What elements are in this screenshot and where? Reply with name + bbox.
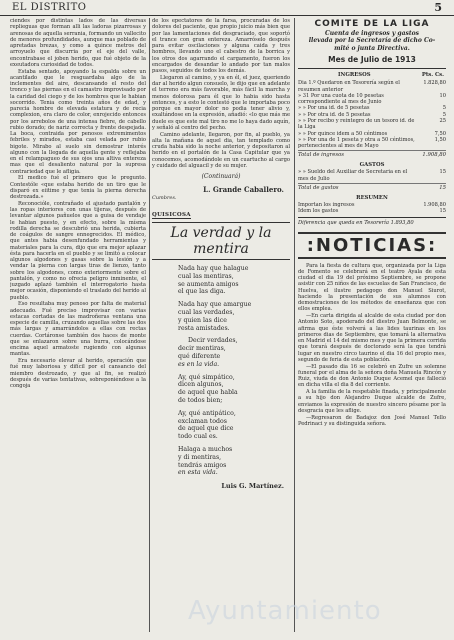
income-row-amount: 7,50 xyxy=(434,130,446,137)
poem-line: Halaga a muchos xyxy=(178,445,233,453)
income-row-amount: 10 xyxy=(439,92,446,99)
news-heading: :NOTICIAS: xyxy=(298,232,446,259)
poem-title: La verdad y la mentira xyxy=(152,222,290,260)
income-list xyxy=(298,80,446,149)
poem-line: de todos bien; xyxy=(178,396,223,404)
income-row-amount: 5 xyxy=(442,105,446,112)
poem-line: es en la vida. xyxy=(178,360,220,368)
summary-row-amount: 1.908,80 xyxy=(423,202,446,209)
poem-author: Luis G. Martínez. xyxy=(221,482,284,491)
story-paragraph: Eso resultaba muy penoso por falta de material adecuado. Fué preciso improvisar con varias estacas cortadas de las madroñeras ventana una especie de camilla, cruzando aquellas sobre las dos más largas y amarrándolos a ellas con rectas cuerdas. Cortáronse también dos haces de monte que se enlazaron sobre una burra, colocándose encima aquel armatoste rugiendo con algunas mantas. xyxy=(10,301,146,358)
news-paragraph: —El pasado dia 16 se celebró en Zufre un solemne funeral por el alma de la señora doña Manuela Rincón y Ruiz, viuda de don Antonio Duque Acemel que falleció en dicha villa el dia 8 del corriente. xyxy=(298,363,446,389)
income-row-amount: 1.828,80 xyxy=(423,80,446,87)
income-row-amount: 1,50 xyxy=(434,136,446,143)
story-place: Cumbres. xyxy=(152,195,177,201)
income-total-value: 1.908,80 xyxy=(422,152,446,159)
accounts-subtitle-line: Cuenta de ingresos y gastos xyxy=(324,30,420,37)
poem-line: dicen algunos, xyxy=(178,381,224,389)
poem-line: tendrás amigos xyxy=(178,461,227,469)
story-paragraph: de los epectatores de la farsa, procuradas de los dolores del paciente, que propio juicio más bien que por las lamentaciones del desgraciado, que soportó el trance con gran entereza. Amarróselo después para evitar oscilaciones y alguna caida y tres hombres, llevando uno el cabestro de la borrica y los otros dos agarrando el cargamento, fueron los encargados de desandar lo andado por tan malos pasos, seguidos de todos los demás. xyxy=(152,18,290,74)
poem-line: cual las verdades, xyxy=(178,308,235,316)
poem-line: qué diferente xyxy=(178,352,221,360)
income-row-description: » » Por otra id. de 5 pesetas xyxy=(298,111,371,118)
poem-stanza xyxy=(178,301,290,332)
masthead xyxy=(0,0,454,16)
summary-row-description: Idem los gastos xyxy=(298,208,339,215)
income-row xyxy=(298,118,446,131)
news-paragraph: —Regresaron de Badajoz don José Manuel Tello Pedrinaci y su distinguida señora. xyxy=(298,414,446,427)
income-header xyxy=(298,72,446,78)
expense-row-description: » » Sueldo del Auxiliar de Secretaria en el mes de Julio xyxy=(298,169,408,182)
poem-line: Nada hay que halague xyxy=(178,265,249,272)
poem-stanza xyxy=(178,337,290,368)
accounts-subtitle-line: llevada por la Secretaría de dicho Co- xyxy=(308,37,436,45)
income-row-description: » » Por quince idem a 50 céntimos xyxy=(298,130,388,137)
league-committee-title: COMITE DE LA LIGA xyxy=(314,19,430,29)
news-paragraph: Para la fiesta de cultura que, organizada por la Liga de Fomento se celebrará en el teatro Ayala de esta ciudad el dia 19 del próximo Septiembre, se propone asistir con 25 niños de las escuelas de San Francisco, de Huelva, el ilustre pedagogo don Manuel Siurot, haciendo la presentación de sus alumnos con demostraciones de los métodos de enseñanza que con ellos emplea. xyxy=(298,262,446,313)
league-accounts-header xyxy=(298,18,446,69)
poem-line: en esta vida. xyxy=(178,469,218,477)
poem-stanza xyxy=(178,410,290,441)
income-row xyxy=(298,93,446,106)
story-paragraph: Era necesario elevar al herido, operación que fué muy laboriosa y difícil por el cansancio del miembro destrozado, y que al fin, se realizó después de varias tentativas, sobreponiéndose a la congoja xyxy=(10,358,146,389)
story-paragraph: El medico fué el primero que le pregunto. Contestóle «que estaba herido de un tiro que le disparó ex eiitime y que tenia la pierna derecha destrozada.» xyxy=(10,175,146,200)
expense-row xyxy=(298,169,446,182)
income-total-label: Total de ingresos xyxy=(298,152,344,159)
section-label: QUISICOSA xyxy=(152,212,191,218)
poem-line: se aumenta amigos xyxy=(178,280,239,288)
poem-stanza xyxy=(178,446,290,477)
income-total xyxy=(298,150,446,159)
newspaper-name: EL DISTRITO xyxy=(12,2,87,13)
income-row-description: » 31 Por una cuota de 10 pesetas correspondiente al mes de Junio xyxy=(298,92,384,106)
income-row-amount: 5 xyxy=(442,111,446,118)
summary-row-amount: 15 xyxy=(439,208,446,215)
expenses-total-label: Total de gastos xyxy=(298,185,339,192)
poem-line: resta amistades. xyxy=(178,324,230,332)
poem-line: Ay, qué antipático, xyxy=(178,409,236,417)
income-row-description: » » Por recibo y reintegro de un tesoro id. de la Liga xyxy=(298,118,415,131)
story-paragraph: Reconocióle, contrañado el ajustado pantalón y las ropas interiores con unas tijeras, después de levantar algunos pañuelos que a guisa de vendaje le habian puesto, y en efecto, sobre la mísma rodilla derecha se descubrió una herida, cubierta de coágulos de sangre ennegrecidos. El médico, que antes habia desenfundado herramientas y materiales para la cura, dijo que era mejor aplazar ésta para hacerla en el pueblo y se limitó a colocar algunos algodones y gasas sobre la lesión y a vendar la pierna con largas tiras de lienzo, tanto sobre los algodones, como exteriormente sobre el pantalón, y como no ofrecia peligro inminente, el juzgado aplazó también el interrogatorio hasta mejor ocasión, disponiendo el traslado del herido al pueblo. xyxy=(10,200,146,301)
expenses-list xyxy=(298,169,446,182)
poem-line: todo cual es. xyxy=(178,433,218,441)
story-paragraph: Llegaron al camino, y ya en él, el juez, queriendo dar al herido algun consuelo, le dijo que en adelante el terreno era más favorable, más fácil la marcha y menos dolorosa para él que lo habia sido hasta entonces, y a esto le contestó que le importaba poco porque en mayor dolor no podia tener alivio y, exaltándose en la expresión, añadió: «lo que más me duele es que este mal tiro no me lo haya dado aquín, y señaló al centro del pecho. xyxy=(152,74,290,131)
poem-line: cual las mentiras, xyxy=(178,272,234,280)
income-label: INGRESOS xyxy=(338,72,371,79)
poem-line: y di mentiras, xyxy=(178,453,222,461)
poem-line: Ay, qué simpático, xyxy=(178,373,235,381)
expenses-total xyxy=(298,183,446,192)
continued-note: (Continuará) xyxy=(201,173,241,180)
currency-label: Pts. Cs. xyxy=(421,72,444,79)
summary-row-description: Importan los ingresos xyxy=(298,202,355,209)
poem-line: Decir verdades, xyxy=(188,337,238,345)
news-paragraph: A la familia de la respetable finada, y principalmente a su hijo don Alejandro Duque alcalde de Zufre, enviamos la expresión de nuestro sincero pésame por la desgracia que les aflige. xyxy=(298,389,446,414)
poem xyxy=(152,265,290,477)
poem-line: y quien las dice xyxy=(178,316,227,324)
column-1 xyxy=(10,18,146,632)
column-3 xyxy=(298,18,446,632)
column-rule-2 xyxy=(294,18,295,632)
summary-list xyxy=(298,202,446,215)
accounts-subtitle-line: mité o junta Directiva. xyxy=(334,44,410,52)
poem-stanza xyxy=(178,374,290,405)
poem-line: el que las diga. xyxy=(178,288,226,296)
story-paragraph: Estaba sentado, apoyando la espalda sobre un acantilado que le resguardaba algo de la inclementes del aire, descansando el resto del tronco y las piernas en el camastro improvisado por la caridad del ciego y de los hombres que le habian socorrido. Tenia como treinta años de edad, y parecia hombre de elevada estatura y de recia complexion, era claro de color, enrojecido entonces por los arrebolos de una intensa fiebre, de cabello rubio dorado; de nariz correcta y frente despejada. La boca, contraida por penosos extremimentos febriles y mirados, estaba casi velada por rubio bigote. Mirabo al suelo sin demostrar interés alguno con la llegada de aquella gente y reflejaba en el relampagueo de sus ojos una altiva entereza mas que el desaliento natural por la supresa contrariedad que le afligia. xyxy=(10,68,146,175)
news-paragraph: —En carta dirigida al alcalde de esta ciudad por don Antonio Soto, apoderado del diestro Juan Belmonte, se afirma que éste volverá a las lides taurinas en los primeros dias de Septiembre, que tomará la alternativa en Madrid el 14 del mismo mes y que la primera corrida que torará después de doctorado será la que tendrá lugar en nuestro circo taurino el dia 16 del propio mes, segundo de feria de esta población. xyxy=(298,313,446,363)
summary-label: RESUMEN xyxy=(356,195,388,202)
story-paragraph: Camino adelante, llegaron, por fin, al pueblo, ya alta la mañana de aquel dia, tan templado como cruda habia sido la noche anterior, y depositaron al herido en el portalón de la Casa Capitular que ya conocemos, acomodándole en un cuartucho al cargo y cuidado del alguacil y de su mujer. xyxy=(152,131,290,169)
accounts-month: Mes de Julio de 1913 xyxy=(328,55,416,65)
expenses-label: GASTOS xyxy=(359,162,385,169)
archive-watermark: Ayuntamiento xyxy=(188,596,382,626)
column-rule-1 xyxy=(149,18,150,632)
expenses-total-value: 15 xyxy=(439,185,446,192)
page-number: 5 xyxy=(434,1,442,14)
poem-line: exclaman todos xyxy=(178,417,227,425)
column-2 xyxy=(152,18,290,632)
income-row xyxy=(298,80,446,93)
poem-line: Nada hay que amargue xyxy=(178,301,252,309)
income-row-description: » » Por una id. de 5 pesetas xyxy=(298,105,370,112)
story-paragraph: ciendes por distintas lados de las diversas replieguas que forman alli las ladoras pizarrosas y arenosas de aquella serrania, formando un vallecito de menores profundidades, aunque mas poblado de apretadas brezas, y como a quince metros del arroyuelo que discurria por el eje del valle, encontrabase el joben herido, que fué objeto de la exeutadora curiosidad de todos. xyxy=(10,18,146,68)
treasury-balance-note: Diferencia que queda en Tesorería 1.893,80 xyxy=(298,217,446,226)
income-row xyxy=(298,137,446,150)
poem-line: decir mentiras, xyxy=(178,345,226,353)
income-row-description: » » Por una de 1 peseta y otra a 50 céntimos, pertenecientes al mes de Mayo xyxy=(298,136,415,150)
story-author: L. Grande Caballero. xyxy=(203,185,284,194)
summary-row xyxy=(298,208,446,214)
expense-row-amount: 15 xyxy=(439,169,446,176)
income-row-amount: 25 xyxy=(439,118,446,124)
poem-line: de aquel que habla xyxy=(178,389,238,397)
poem-stanza xyxy=(178,265,290,296)
income-row-description: Dia 1.º Quedaron en Tesorería según el resumen anterior xyxy=(298,80,400,93)
poem-line: de aquel que dice xyxy=(178,425,234,433)
